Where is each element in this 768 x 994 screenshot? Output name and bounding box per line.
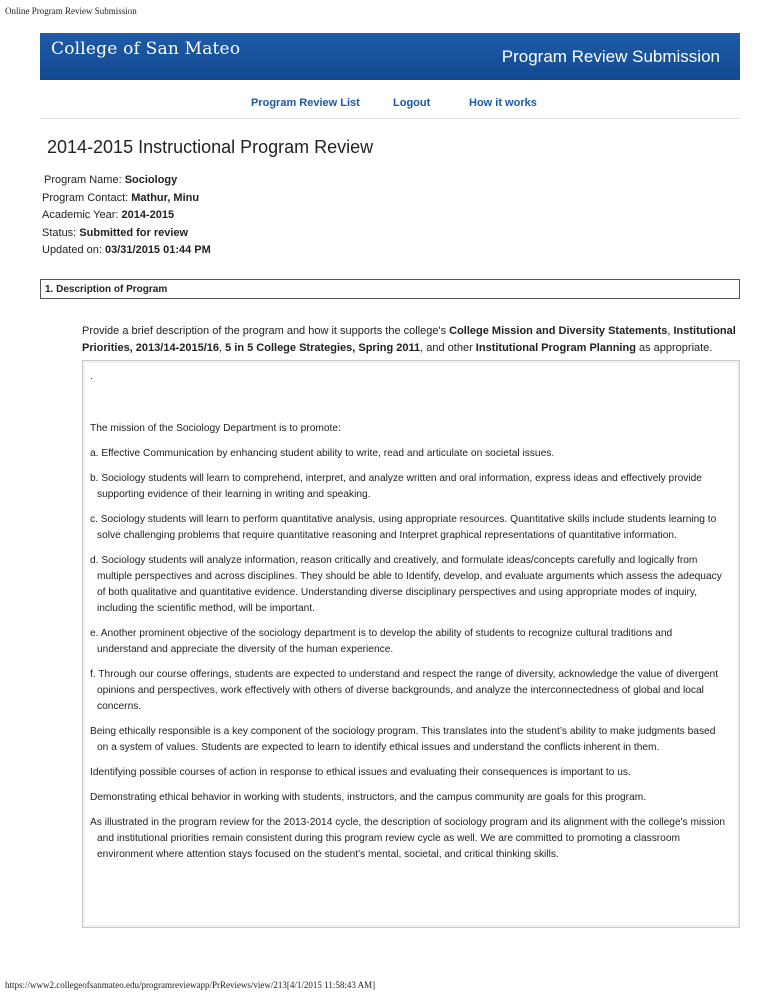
nav-link-logout[interactable]: Logout <box>393 97 431 109</box>
paragraph-text-cont: on a system of values. Students are expected to learn to identify ethical issues and understand the conflicts inherent in them. <box>97 742 660 753</box>
prompt-strategies-link: 5 in 5 College Strategies, Spring 2011 <box>225 342 421 354</box>
item-text-cont: understand and appreciate the diversity of the human experience. <box>97 644 394 655</box>
prompt-planning-link: Institutional Program Planning <box>475 342 636 354</box>
nav-link-program-review-list[interactable]: Program Review List <box>251 97 360 109</box>
item-text: f. Through our course offerings, students are expected to understand and respect the range of diversity, acknowledge the value of divergent <box>90 669 719 680</box>
prompt-mission-link: College Mission and Diversity Statements <box>449 325 668 337</box>
response-behavior: Demonstrating ethical behavior in working with students, instructors, and the campus community are goals for this program. <box>90 792 647 803</box>
response-textarea[interactable] <box>82 360 740 928</box>
meta-value: 2014-2015 <box>121 209 175 222</box>
response-ethics <box>90 724 733 756</box>
meta-academic-year <box>42 207 211 225</box>
response-item-c <box>90 512 733 544</box>
item-text: c. Sociology students will learn to perform quantitative analysis, using appropriate resources. Quantitative skills include students learning to <box>90 514 717 525</box>
meta-status <box>42 225 211 243</box>
program-meta <box>42 172 211 260</box>
meta-value: 03/31/2015 01:44 PM <box>105 244 211 257</box>
item-text-cont: solve challenging problems that require quantitative reasoning and Interpret graphical representations of quantitative information. <box>97 530 677 541</box>
header-divider <box>40 118 740 119</box>
header-banner <box>40 33 740 80</box>
meta-label: Updated on: <box>42 244 105 257</box>
meta-program-name <box>42 172 211 190</box>
college-logo[interactable]: College of San Mateo <box>51 39 241 59</box>
response-actions: Identifying possible courses of action in response to ethical issues and evaluating their consequences is important to us. <box>90 767 631 778</box>
item-text-cont: opinions and perspectives, work effectively with others of diverse backgrounds, and analyze the interconnectedness of global and local concerns. <box>97 685 704 712</box>
prompt-text: as appropriate. <box>635 342 713 354</box>
prompt-priorities-link: Institutional Priorities, 2013/14-2015/16 <box>82 325 736 354</box>
meta-label: Academic Year: <box>42 209 122 222</box>
response-item-e <box>90 626 733 658</box>
meta-updated-on <box>42 242 211 260</box>
prompt-text: , and other <box>420 342 476 354</box>
banner-title: Program Review Submission <box>501 47 720 66</box>
item-text: a. Effective Communication by enhancing student ability to write, read and articulate on societal issues. <box>90 448 555 459</box>
response-item-b <box>90 471 733 503</box>
response-illustrated <box>90 815 733 863</box>
paragraph-text: Being ethically responsible is a key component of the sociology program. This translates into the student’s ability to make judgments based <box>90 726 716 737</box>
item-text-cont: supporting evidence of their learning in writing and speaking. <box>97 489 371 500</box>
nav-how-it-works[interactable] <box>469 97 537 109</box>
nav-logout[interactable] <box>393 97 430 109</box>
print-footer-url: https://www2.collegeofsanmateo.edu/programreviewapp/PrReviews/view/213[4/1/2015 11:58:43 AM] <box>5 980 376 990</box>
section-heading: 1. Description of Program <box>40 279 740 299</box>
section-prompt <box>82 323 742 357</box>
page-title: 2014-2015 Instructional Program Review <box>47 137 374 157</box>
meta-label: Program Name: <box>44 174 125 186</box>
response-intro: The mission of the Sociology Department is to promote: <box>90 423 341 434</box>
meta-value: Mathur, Minu <box>131 191 200 204</box>
response-item-f <box>90 667 733 715</box>
meta-value: Submitted for review <box>79 226 189 239</box>
nav-link-how-it-works[interactable]: How it works <box>469 97 537 109</box>
response-dot: . <box>90 371 93 382</box>
prompt-text: , <box>667 325 674 337</box>
meta-value: Sociology <box>124 174 178 186</box>
print-header: Online Program Review Submission <box>5 6 137 16</box>
nav-program-review-list[interactable] <box>251 97 360 109</box>
prompt-text: Provide a brief description of the program and how it supports the college's <box>82 325 450 337</box>
paragraph-text-cont: and institutional priorities remain consistent during this program review cycle as well. We are committed to promoting a classroom environment where attention stays focused on the student's mental, societal, and critical thinking skills. <box>97 833 681 860</box>
item-text: d. Sociology students will analyze information, reason critically and creatively, and formulate ideas/concepts carefully and logically from <box>90 555 698 566</box>
item-text-cont: multiple perspectives and across disciplines. They should be able to Identify, develop, and evaluate arguments which assess the adequacy of both qualitative and quantitative evidence. Understanding diverse disciplinary perspectives and using appropriate modes of inquiry, including the scientific method, will be important. <box>97 571 722 614</box>
meta-label: Status: <box>42 226 80 239</box>
item-text: b. Sociology students will learn to comprehend, interpret, and analyze written and oral information, express ideas and effectively provide <box>90 473 702 484</box>
meta-program-contact <box>42 190 211 208</box>
response-item-d <box>90 553 733 617</box>
response-item-a <box>90 446 733 462</box>
prompt-text: , <box>218 342 226 354</box>
meta-label: Program Contact: <box>42 191 132 204</box>
item-text: e. Another prominent objective of the sociology department is to develop the ability of students to recognize cultural traditions and <box>90 628 673 639</box>
paragraph-text: As illustrated in the program review for the 2013-2014 cycle, the description of sociology program and its alignment with the college's mission <box>90 817 726 828</box>
